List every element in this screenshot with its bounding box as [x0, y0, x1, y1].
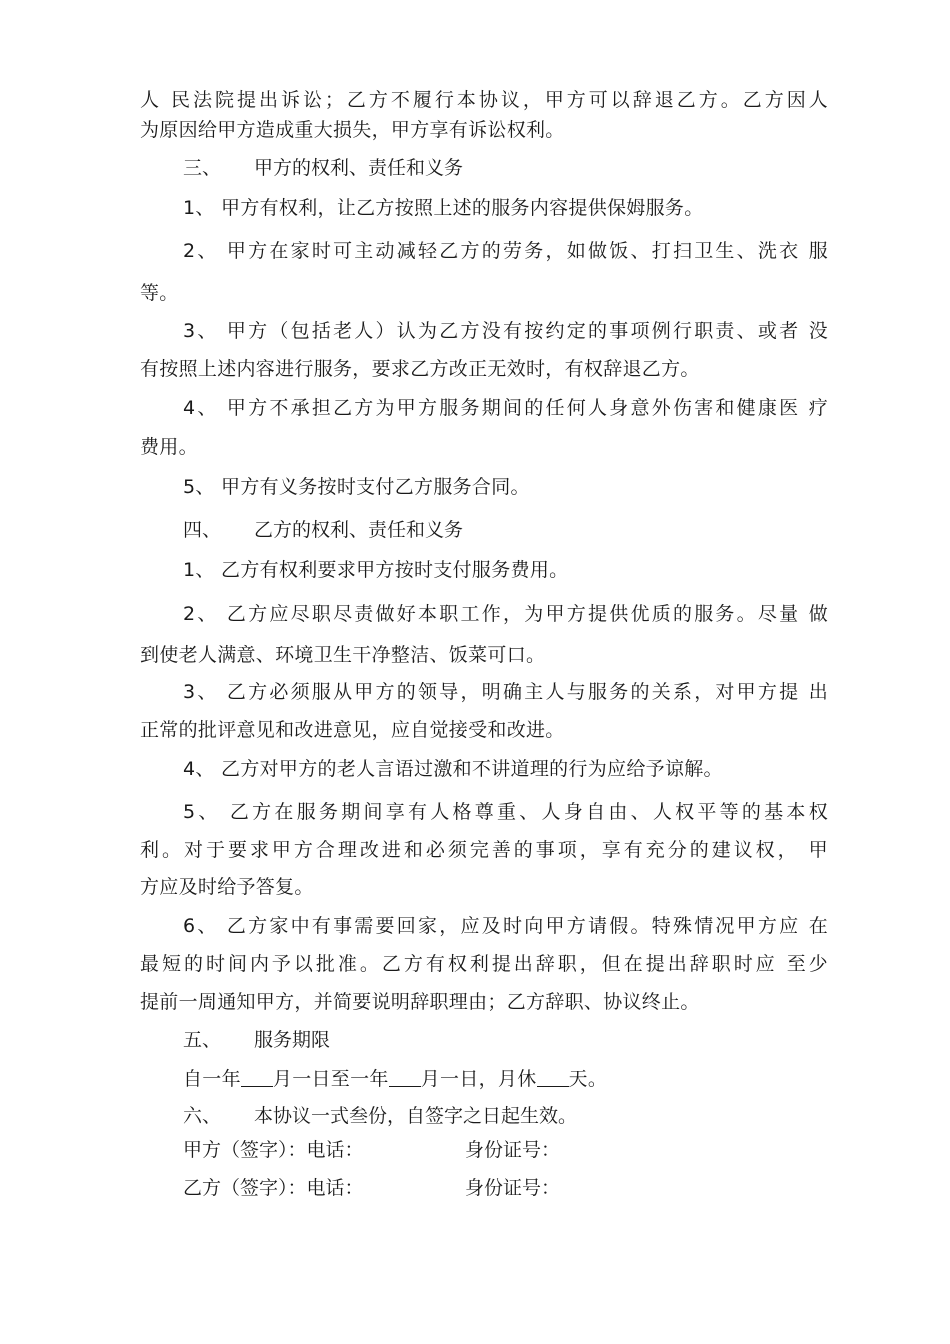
blank-field — [241, 1068, 273, 1087]
section5-title: 服务期限 — [254, 1029, 331, 1051]
section3-item5: 5、 甲方有义务按时支付乙方服务合同。 — [183, 476, 530, 498]
section4-item5-line3: 方应及时给予答复。 — [140, 876, 314, 898]
intro-line-1: 人 民法院提出诉讼；乙方不履行本协议，甲方可以辞退乙方。乙方因人 — [140, 89, 828, 111]
section4-item2-line2: 到使老人满意、环境卫生干净整洁、饭菜可口。 — [140, 644, 546, 666]
section4-item1: 1、 乙方有权利要求甲方按时支付服务费用。 — [183, 559, 569, 581]
section4-item6-line1: 6、 乙方家中有事需要回家，应及时向甲方请假。特殊情况甲方应 在 — [183, 915, 828, 937]
term-part-c: 月一日，月休 — [420, 1068, 537, 1090]
section4-number: 四、 — [183, 519, 222, 541]
intro-line-2: 为原因给甲方造成重大损失，甲方享有诉讼权利。 — [140, 119, 565, 141]
section4-item2-line1: 2、 乙方应尽职尽责做好本职工作，为甲方提供优质的服务。尽量 做 — [183, 603, 828, 625]
party-a-id-label: 身份证号： — [465, 1139, 561, 1161]
section4-item6-line3: 提前一周通知甲方，并简要说明辞职理由；乙方辞职、协议终止。 — [140, 991, 700, 1013]
term-part-b: 月一日至一年 — [272, 1068, 389, 1090]
section3-item2-line1: 2、 甲方在家时可主动减轻乙方的劳务，如做饭、打扫卫生、洗衣 服 — [183, 240, 828, 262]
section6-text: 本协议一式叁份，自签字之日起生效。 — [254, 1105, 578, 1127]
section4-item4: 4、 乙方对甲方的老人言语过激和不讲道理的行为应给予谅解。 — [183, 758, 723, 780]
section4-item5-line2: 利。对于要求甲方合理改进和必须完善的事项，享有充分的建议权， 甲 — [140, 839, 828, 861]
section5-number: 五、 — [183, 1029, 222, 1051]
section6-number: 六、 — [183, 1105, 222, 1127]
section4-item5-line1: 5、 乙方在服务期间享有人格尊重、人身自由、人权平等的基本权 — [183, 801, 828, 823]
party-b-signature-label: 乙方（签字）：电话： — [183, 1177, 364, 1199]
section3-item1: 1、 甲方有权利，让乙方按照上述的服务内容提供保姆服务。 — [183, 197, 704, 219]
term-part-d: 天。 — [568, 1068, 608, 1090]
section4-item3-line2: 正常的批评意见和改进意见，应自觉接受和改进。 — [140, 719, 565, 741]
party-a-signature-label: 甲方（签字）：电话： — [183, 1139, 364, 1161]
section3-number: 三、 — [183, 157, 222, 179]
section3-item2-line2: 等。 — [140, 282, 179, 304]
section4-title: 乙方的权利、责任和义务 — [254, 519, 464, 541]
blank-field — [389, 1068, 421, 1087]
party-b-id-label: 身份证号： — [465, 1177, 561, 1199]
term-part-a: 自一年 — [183, 1068, 241, 1090]
section3-item4-line1: 4、 甲方不承担乙方为甲方服务期间的任何人身意外伤害和健康医 疗 — [183, 397, 828, 419]
blank-field — [537, 1068, 569, 1087]
section3-item4-line2: 费用。 — [140, 436, 198, 458]
section4-item6-line2: 最短的时间内予以批准。乙方有权利提出辞职，但在提出辞职时应 至少 — [140, 953, 828, 975]
section4-item3-line1: 3、 乙方必须服从甲方的领导，明确主人与服务的关系，对甲方提 出 — [183, 681, 828, 703]
service-term-line — [183, 1066, 871, 1092]
section3-item3-line2: 有按照上述内容进行服务，要求乙方改正无效时，有权辞退乙方。 — [140, 358, 700, 380]
section3-title: 甲方的权利、责任和义务 — [254, 157, 464, 179]
section3-item3-line1: 3、 甲方（包括老人）认为乙方没有按约定的事项例行职责、或者 没 — [183, 320, 828, 342]
